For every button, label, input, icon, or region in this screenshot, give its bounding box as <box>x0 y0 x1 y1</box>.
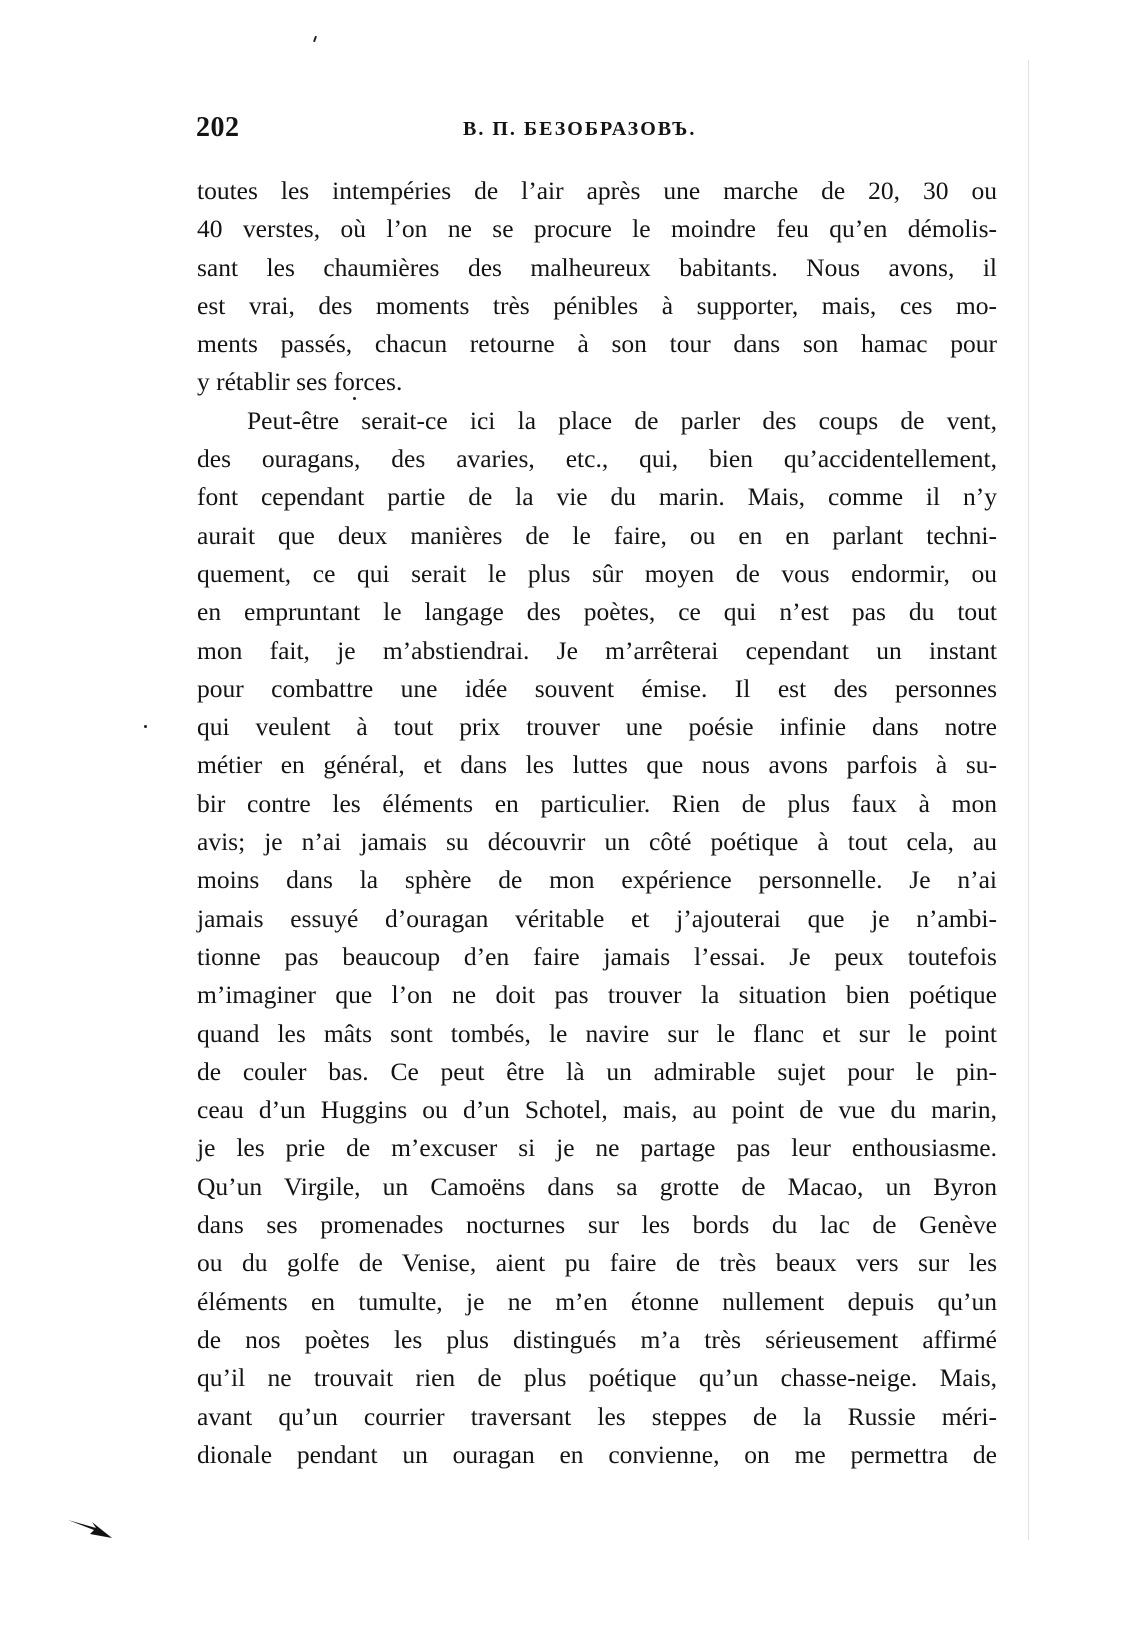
text-line: sant les chaumières des malheureux babitants. Nous avons, il <box>197 252 997 282</box>
text-line: quement, ce qui serait le plus sûr moyen de vous endormir, ou <box>197 558 997 588</box>
text-line: font cependant partie de la vie du marin. Mais, comme il n’y <box>197 482 997 512</box>
text-line: je les prie de m’excuser si je ne partage pas leur enthousiasme. <box>197 1133 997 1163</box>
text-line: dionale pendant un ouragan en convienne, on me permettra de <box>197 1439 997 1469</box>
text-line: de couler bas. Ce peut être là un admirable sujet pour le pin- <box>197 1056 997 1086</box>
text-line: moins dans la sphère de mon expérience personnelle. Je n’ai <box>197 865 997 895</box>
page-number: 202 <box>196 112 240 143</box>
scan-edge-line <box>1028 60 1029 1540</box>
running-head: В. П. БЕЗОБРАЗОВЪ. <box>463 118 697 140</box>
text-line: est vrai, des moments très pénibles à supporter, mais, ces mo- <box>197 290 997 320</box>
text-line: ments passés, chacun retourne à son tour dans son hamac pour <box>197 329 997 359</box>
text-line: m’imaginer que l’on ne doit pas trouver la situation bien poétique <box>197 980 997 1010</box>
scan-arrow-mark <box>66 1516 114 1542</box>
text-line: avant qu’un courrier traversant les steppes de la Russie méri- <box>197 1401 997 1431</box>
text-line: aurait que deux manières de le faire, ou en en parlant techni- <box>197 520 997 550</box>
text-line: dans ses promenades nocturnes sur les bords du lac de Genève <box>197 1210 997 1240</box>
text-line: de nos poètes les plus distingués m’a très sérieusement affirmé <box>197 1324 997 1354</box>
body-text <box>197 172 997 1474</box>
scan-speck <box>313 36 317 42</box>
text-line: 40 verstes, où l’on ne se procure le moindre feu qu’en démolis- <box>197 214 997 244</box>
text-line: mon fait, je m’abstiendrai. Je m’arrêterai cependant un instant <box>197 635 997 665</box>
text-line: jamais essuyé d’ouragan véritable et j’ajouterai que je n’ambi- <box>197 903 997 933</box>
text-line: ou du golfe de Venise, aient pu faire de très beaux vers sur les <box>197 1248 997 1278</box>
text-line: Peut-être serait-ce ici la place de parler des coups de vent, <box>247 405 997 435</box>
text-line: y rétablir ses forces. <box>197 367 403 397</box>
text-line: tionne pas beaucoup d’en faire jamais l’essai. Je peux toutefois <box>197 941 997 971</box>
text-line: qui veulent à tout prix trouver une poésie infinie dans notre <box>197 712 997 742</box>
text-line: Qu’un Virgile, un Camoëns dans sa grotte de Macao, un Byron <box>197 1171 997 1201</box>
text-line: quand les mâts sont tombés, le navire sur le flanc et sur le point <box>197 1018 997 1048</box>
text-line: ceau d’un Huggins ou d’un Schotel, mais, au point de vue du marin, <box>197 1095 997 1125</box>
text-line: éléments en tumulte, je ne m’en étonne nullement depuis qu’un <box>197 1286 997 1316</box>
text-line: en empruntant le langage des poètes, ce qui n’est pas du tout <box>197 597 997 627</box>
page-header <box>188 112 1008 156</box>
scan-speck <box>144 725 147 728</box>
text-line: métier en général, et dans les luttes que nous avons parfois à su- <box>197 750 997 780</box>
text-line: qu’il ne trouvait rien de plus poétique qu’un chasse-neige. Mais, <box>197 1363 997 1393</box>
text-line: toutes les intempéries de l’air après une marche de 20, 30 ou <box>197 176 997 205</box>
text-line: pour combattre une idée souvent émise. Il est des personnes <box>197 673 997 703</box>
text-line: bir contre les éléments en particulier. Rien de plus faux à mon <box>197 788 997 818</box>
text-line: des ouragans, des avaries, etc., qui, bien qu’accidentellement, <box>197 444 997 474</box>
text-line: avis; je n’ai jamais su découvrir un côté poétique à tout cela, au <box>197 827 997 857</box>
